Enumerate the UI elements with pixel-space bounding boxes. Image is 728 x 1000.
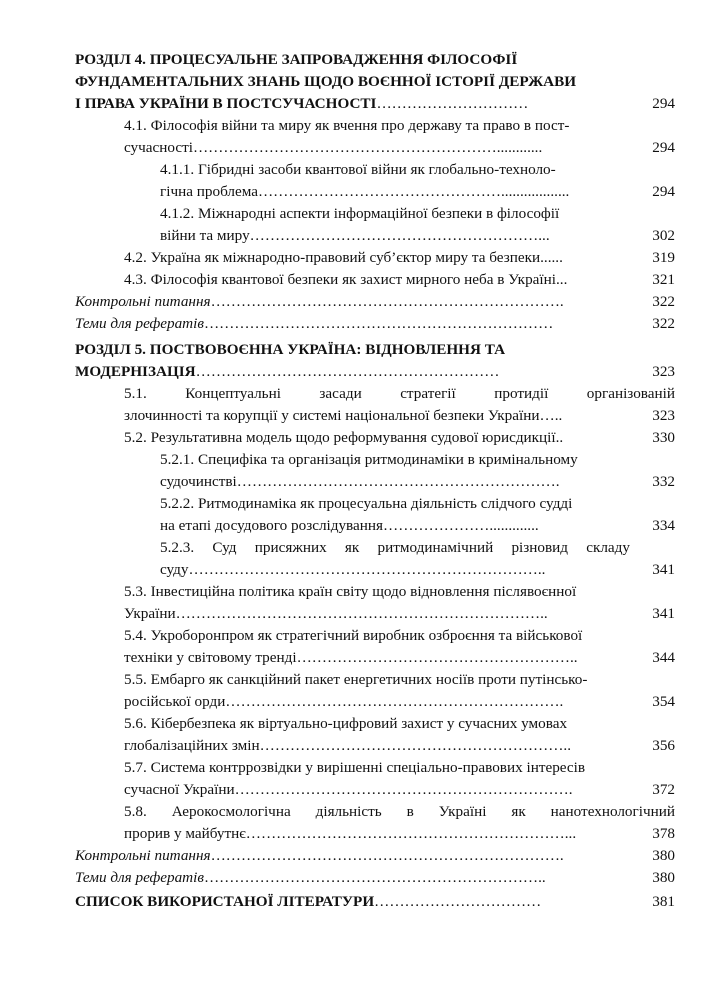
toc-section-5-7-line-1: 5.7. Система контррозвідки у вирішенні спеціально-правових інтересів	[124, 759, 586, 776]
toc-page-number: 380	[652, 847, 675, 864]
toc-section-5-3-line-2: України………………………………………………………………..	[124, 605, 548, 622]
toc-page-number: 356	[652, 737, 675, 754]
toc-section-4-1-line-2: сучасності……………………………………………………............	[124, 139, 543, 156]
toc-chapter-4-line-3: І ПРАВА УКРАЇНИ В ПОСТСУЧАСНОСТІ…………………………	[75, 95, 529, 112]
toc-subsection-4-1-1-line-1: 4.1.1. Гібридні засоби квантової війни як глобально-техноло-	[160, 161, 556, 178]
toc-essay-topics-4: Теми для рефератів……………………………………………………………	[75, 315, 554, 332]
toc-section-5-6-line-1: 5.6. Кібербезпека як віртуально-цифровий захист у сучасних умовах	[124, 715, 568, 732]
toc-page-number: 344	[652, 649, 675, 666]
toc-page-number: 378	[652, 825, 675, 842]
toc-subsection-5-2-3-line-2: суду……………………………………………………………..	[160, 561, 546, 578]
toc-page-number: 302	[652, 227, 675, 244]
toc-page-number: 330	[652, 429, 675, 446]
toc-section-5-5-line-2: російської орди………………………………………………………….	[124, 693, 564, 710]
toc-section-5-8-line-1: 5.8. Аерокосмологічна діяльність в Україні як нанотехнологічний	[124, 803, 675, 820]
toc-page-number: 294	[652, 95, 675, 112]
toc-control-questions-4: Контрольні питання…………………………………………………………….	[75, 293, 564, 310]
toc-subsection-4-1-2-line-2: війни та миру…………………………………………………...	[160, 227, 550, 244]
toc-section-5-1-line-2: злочинності та корупції у системі національної безпеки України…..	[124, 407, 563, 424]
toc-subsection-5-2-1-line-2: судочинстві……………………………………………………….	[160, 473, 560, 490]
toc-page-number: 334	[652, 517, 675, 534]
toc-subsection-5-2-3-line-1: 5.2.3. Суд присяжних як ритмодинамічний різновид складу	[160, 539, 630, 556]
toc-essay-topics-5: Теми для рефератів…………………………………………………………..	[75, 869, 546, 886]
toc-page-number: 322	[652, 315, 675, 332]
toc-subsection-4-1-2-line-1: 4.1.2. Міжнародні аспекти інформаційної безпеки в філософії	[160, 205, 560, 222]
toc-page-number: 294	[652, 139, 675, 156]
toc-section-5-4-line-2: техніки у світовому тренді………………………………………………..	[124, 649, 578, 666]
toc-bibliography: СПИСОК ВИКОРИСТАНОЇ ЛІТЕРАТУРИ……………………………	[75, 893, 542, 910]
toc-page-number: 319	[652, 249, 675, 266]
toc-section-4-1-line-1: 4.1. Філософія війни та миру як вчення про державу та право в пост-	[124, 117, 570, 134]
toc-page-number: 381	[652, 893, 675, 910]
toc-page-number: 294	[652, 183, 675, 200]
toc-chapter-5-line-2: МОДЕРНІЗАЦІЯ……………………………………………………	[75, 363, 500, 380]
toc-subsection-4-1-1-line-2: гічна проблема…………………………………………..................	[160, 183, 570, 200]
toc-subsection-5-2-1-line-1: 5.2.1. Специфіка та організація ритмодинаміки в кримінальному	[160, 451, 578, 468]
toc-section-4-2: 4.2. Україна як міжнародно-правовий суб’єктор миру та безпеки......	[124, 249, 563, 266]
toc-section-5-7-line-2: сучасної України………………………………………………………….	[124, 781, 573, 798]
toc-section-5-4-line-1: 5.4. Укроборонпром як стратегічний виробник озброєння та військової	[124, 627, 583, 644]
toc-subsection-5-2-2-line-2: на етапі досудового розслідування………………….............	[160, 517, 539, 534]
toc-section-5-5-line-1: 5.5. Ембарго як санкційний пакет енергетичних носіїв проти путінсько-	[124, 671, 588, 688]
toc-page-number: 323	[652, 407, 675, 424]
toc-section-5-3-line-1: 5.3. Інвестиційна політика країн світу щодо відновлення післявоєнної	[124, 583, 577, 600]
toc-page-number: 372	[652, 781, 675, 798]
toc-chapter-5-line-1: РОЗДІЛ 5. ПОСТВОВОЄННА УКРАЇНА: ВІДНОВЛЕННЯ ТА	[75, 341, 506, 358]
toc-page-number: 354	[652, 693, 675, 710]
toc-chapter-4-line-1: РОЗДІЛ 4. ПРОЦЕСУАЛЬНЕ ЗАПРОВАДЖЕННЯ ФІЛОСОФІЇ	[75, 51, 518, 68]
toc-page-number: 322	[652, 293, 675, 310]
toc-section-5-1-line-1: 5.1. Концептуальні засади стратегії протидії організованій	[124, 385, 675, 402]
toc-page-number: 341	[652, 605, 675, 622]
toc-page-number: 332	[652, 473, 675, 490]
toc-page-number: 380	[652, 869, 675, 886]
toc-chapter-4-line-2: ФУНДАМЕНТАЛЬНИХ ЗНАНЬ ЩОДО ВОЄННОЇ ІСТОРІЇ ДЕРЖАВИ	[75, 73, 577, 90]
toc-section-4-3: 4.3. Філософія квантової безпеки як захист мирного неба в Україні...	[124, 271, 568, 288]
toc-section-5-2: 5.2. Результативна модель щодо реформування судової юрисдикції..	[124, 429, 564, 446]
toc-control-questions-5: Контрольні питання…………………………………………………………….	[75, 847, 564, 864]
toc-page-number: 321	[652, 271, 675, 288]
toc-page-number: 323	[652, 363, 675, 380]
toc-subsection-5-2-2-line-1: 5.2.2. Ритмодинаміка як процесуальна діяльність слідчого судді	[160, 495, 573, 512]
toc-section-5-6-line-2: глобалізаційних змін……………………………………………………..	[124, 737, 571, 754]
toc-page-number: 341	[652, 561, 675, 578]
toc-section-5-8-line-2: прорив у майбутнє………………………………………………………...	[124, 825, 577, 842]
